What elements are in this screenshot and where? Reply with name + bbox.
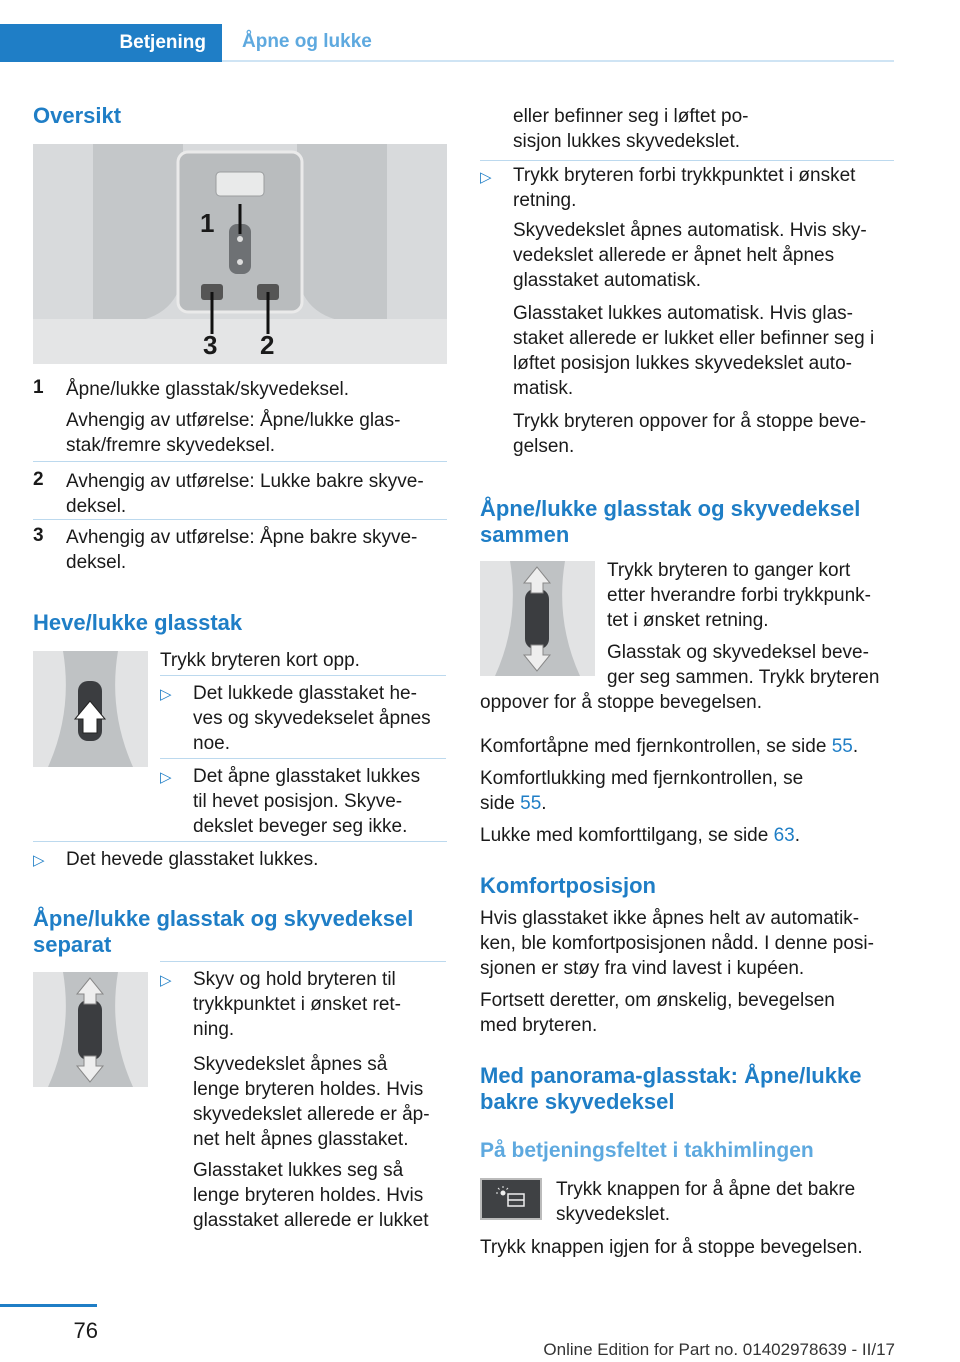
separate-bullet-1-para-1: Skyvedekslet åpnes så lenge bryteren holdes. Hvis skyvedekslet allerede er åp- net helt åpnes glasstaket. [193,1054,430,1150]
separate-bullet-2-para-2: Glasstaket lukkes automatisk. Hvis glas- staket allerede er lukket eller befinner seg i løftet posisjon lukkes skyvedekslet auto- matisk. [513,303,875,399]
section-title-panorama: Med panorama-glasstak: Åpne/lukke bakre skyvedeksel [480,1063,862,1114]
tilt-bullet-2: Det åpne glasstaket lukkes til hevet posisjon. Skyve- dekslet beveger seg ikke. [193,766,421,837]
divider [160,758,446,759]
page-link-55[interactable]: 55 [831,736,853,757]
item-number-3: 3 [33,525,44,546]
separate-bullet-2-para-1: Skyvedekslet åpnes automatisk. Hvis sky- vedekslet allerede er åpnet helt åpnes glasstaket automatisk. [513,220,867,291]
rear-sunshade-button-image [480,1178,542,1220]
divider [160,675,446,676]
callout-1: 1 [200,208,215,238]
callout-3: 3 [203,330,218,360]
separate-bullet-2-para-3: Trykk bryteren oppover for å stoppe beve- gelsen. [513,411,867,457]
ref-comfort-access: Lukke med komforttilgang, se side 63. [480,825,801,846]
panorama-para-2: Trykk knappen igjen for å stoppe bevegelsen. [480,1237,863,1258]
divider [33,841,447,842]
divider [160,961,446,962]
separate-bullet-1-para-2: Glasstaket lukkes seg så lenge bryteren holdes. Hvis glasstaket allerede er lukket [193,1160,429,1231]
section-title-separat: Åpne/lukke glasstak og skyvedeksel separat [33,906,414,957]
ref-comfort-close: Komfortlukking med fjernkontrollen, se side 55. [480,768,804,814]
separate-bullet-1: Skyv og hold bryteren til trykkpunktet i ønsket ret- ning. [193,969,402,1040]
bullet-triangle-icon: ▷ [160,686,172,703]
item-sub-1: Avhengig av utførelse: Åpne/lukke glas- stak/fremre skyvedeksel. [66,410,401,456]
together-para-2b: oppover for å stoppe bevegelsen. [480,692,763,713]
bullet-triangle-icon: ▷ [480,169,492,186]
section-title-heve-lukke: Heve/lukke glasstak [33,610,243,635]
divider [33,461,447,462]
page-link-63[interactable]: 63 [773,825,795,846]
overview-image [33,144,447,364]
sunshade-button-icon [482,1180,540,1218]
tilt-bullet-1: Det lukkede glasstaket he- ves og skyvedekselet åpnes noe. [193,683,431,754]
page-number: 76 [73,1318,98,1343]
item-number-1: 1 [33,377,44,398]
bullet-triangle-icon: ▷ [160,972,172,989]
switch-image-together [480,561,595,676]
footer-rule [0,1304,97,1307]
subsection-title-betjeningsfeltet: På betjeningsfeltet i takhimlingen [480,1139,814,1162]
header-tab-apne-og-lukke: Åpne og lukke [222,24,894,62]
divider [33,519,447,520]
page-link-55[interactable]: 55 [520,793,542,814]
section-title-oversikt: Oversikt [33,103,122,128]
panorama-para-1: Trykk knappen for å åpne det bakre skyvedekslet. [556,1179,856,1225]
item-text-2: Avhengig av utførelse: Lukke bakre skyve- deksel. [66,471,424,517]
callout-2: 2 [260,330,275,360]
comfort-para-2: Fortsett deretter, om ønskelig, bevegelsen med bryteren. [480,990,835,1036]
tilt-bullet-full: Det hevede glasstaket lukkes. [66,849,319,870]
item-number-2: 2 [33,469,44,490]
footer-edition: Online Edition for Part no. 01402978639 - II/17 [543,1340,895,1359]
divider [480,160,894,161]
item-text-3: Avhengig av utførelse: Åpne bakre skyve- deksel. [66,527,418,573]
comfort-para-1: Hvis glasstaket ikke åpnes helt av automatik- ken, ble komfortposisjonen nådd. I denne posi- sjonen er støy fra vind lavest i kupéen. [480,908,874,979]
together-para-1: Trykk bryteren to ganger kort etter hverandre forbi trykkpunk- tet i ønsket retning. [607,560,872,631]
together-para-2a: Glasstak og skyvedeksel beve- ger seg sammen. Trykk bryteren [607,642,880,688]
switch-updown-arrow-illustration [33,972,148,1087]
switch-image-tilt [33,651,148,767]
ref-comfort-open: Komfortåpne med fjernkontrollen, se side 55. [480,736,859,757]
bullet-triangle-icon: ▷ [33,852,45,869]
separate-bullet-2: Trykk bryteren forbi trykkpunktet i ønsket retning. [513,165,856,211]
switch-up-arrow-illustration [33,651,148,767]
header-tab-betjening: Betjening [0,24,222,62]
item-text-1: Åpne/lukke glasstak/skyvedeksel. [66,379,350,400]
separate-bullet-1-para-2-cont: eller befinner seg i løftet po- sisjon lukkes skyvedekslet. [513,106,749,152]
section-title-sammen: Åpne/lukke glasstak og skyvedeksel sammen [480,496,861,547]
roof-panel-illustration [33,144,447,364]
switch-image-separate [33,972,148,1087]
section-title-komfortposisjon: Komfortposisjon [480,873,656,898]
tilt-intro: Trykk bryteren kort opp. [160,650,360,671]
switch-updown-arrow-illustration [480,561,595,676]
bullet-triangle-icon: ▷ [160,769,172,786]
